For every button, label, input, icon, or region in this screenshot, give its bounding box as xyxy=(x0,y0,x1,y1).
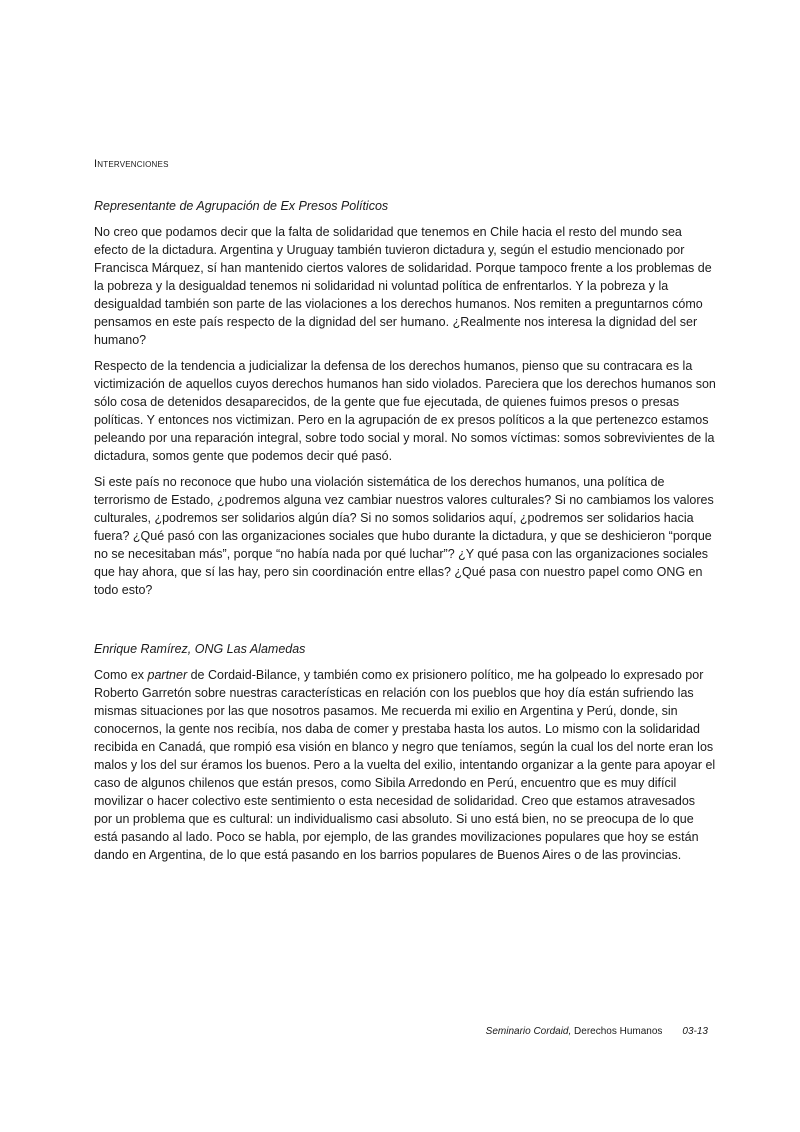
footer-publication: Seminario Cordaid, xyxy=(485,1026,572,1037)
page-footer xyxy=(486,1026,708,1037)
speaker-name: Enrique Ramírez, ONG Las Alamedas xyxy=(94,642,306,656)
page-number: 03-13 xyxy=(682,1026,708,1037)
section-heading: Intervenciones xyxy=(94,158,169,170)
intervention-1 xyxy=(94,197,716,607)
speaker-name: Representante de Agrupación de Ex Presos Políticos xyxy=(94,199,389,213)
paragraph-lead: Como ex xyxy=(94,668,148,682)
paragraph-italic-term: partner xyxy=(147,668,188,682)
footer-subtitle: Derechos Humanos xyxy=(571,1026,663,1037)
paragraph-body: de Cordaid-Bilance, y también como ex prisionero político, me ha golpeado lo expresado por Roberto Garretón sobre nuestras características en relación con los pueblos que hoy día están sufriendo las mismas situaciones por las que nosotros pasamos. Me recuerda mi exilio en Argentina y Perú, donde, sin conocernos, la gente nos recibía, nos daba de comer y prestaba hasta los autos. Lo mismo con la solidaridad recibida en Canadá, que rompió esa visión en blanco y negro que teníamos, según la cual los del norte eran los malos y los del sur éramos los buenos. Pero a la vuelta del exilio, intentando organizar a la gente para apoyar el caso de algunos chilenos que están presos, como Sibila Arredondo en Perú, encuentro que es muy difícil movilizar o hacer colectivo este sentimiento o esta necesidad de solidaridad. Creo que estamos atravesados por un problema que es cultural: un individualismo casi absoluto. Si uno está bien, no se preocupa de lo que está pasando al lado. Poco se habla, por ejemplo, de las grandes movilizaciones populares que hoy se están dando en Argentina, de lo que está pasando en los barrios populares de Buenos Aires o de las provincias. xyxy=(94,668,716,862)
paragraph: No creo que podamos decir que la falta de solidaridad que tenemos en Chile hacia el resto del mundo sea efecto de la dictadura. Argentina y Uruguay también tuvieron dictadura y, según el estudio mencionado por Francisca Márquez, sí han mantenido ciertos valores de solidaridad. Porque tampoco frente a los problemas de la pobreza y la desigualdad tenemos ni solidaridad ni voluntad política de enfrentarlos. Y la pobreza y la desigualdad también son parte de las violaciones a los derechos humanos. Nos remiten a preguntarnos cómo pensamos en este país respecto de la dignidad del ser humano. ¿Realmente nos interesa la dignidad del ser humano? xyxy=(94,225,712,347)
intervention-2 xyxy=(94,640,716,872)
paragraph: Si este país no reconoce que hubo una violación sistemática de los derechos humanos, una política de terrorismo de Estado, ¿podremos alguna vez cambiar nuestros valores culturales? Si no cambiamos los valores culturales, ¿podremos ser solidarios algún día? Si no somos solidarios aquí, ¿podremos ser solidarios hacia fuera? ¿Qué pasó con las organizaciones sociales que hubo durante la dictadura, y que se deshicieron “porque no se necesitaban más”, porque “no había nada por qué luchar”? ¿Y qué pasa con las organizaciones sociales que hay ahora, que sí las hay, pero sin coordinación entre ellas? ¿Qué pasa con nuestro papel como ONG en todo esto? xyxy=(94,475,714,597)
paragraph xyxy=(94,666,716,864)
paragraph: Respecto de la tendencia a judicializar la defensa de los derechos humanos, pienso que su contracara es la victimización de aquellos cuyos derechos humanos han sido violados. Pareciera que los derechos humanos son sólo cosa de detenidos desaparecidos, de la gente que fue ejecutada, de quienes fuimos presos o presas políticas. Y entonces nos victimizan. Pero en la agrupación de ex presos políticos a la que pertenezco estamos peleando por una reparación integral, sobre todo social y moral. No somos víctimas: somos sobrevivientes de la dictadura, somos gente que podemos decir qué pasó. xyxy=(94,359,716,463)
